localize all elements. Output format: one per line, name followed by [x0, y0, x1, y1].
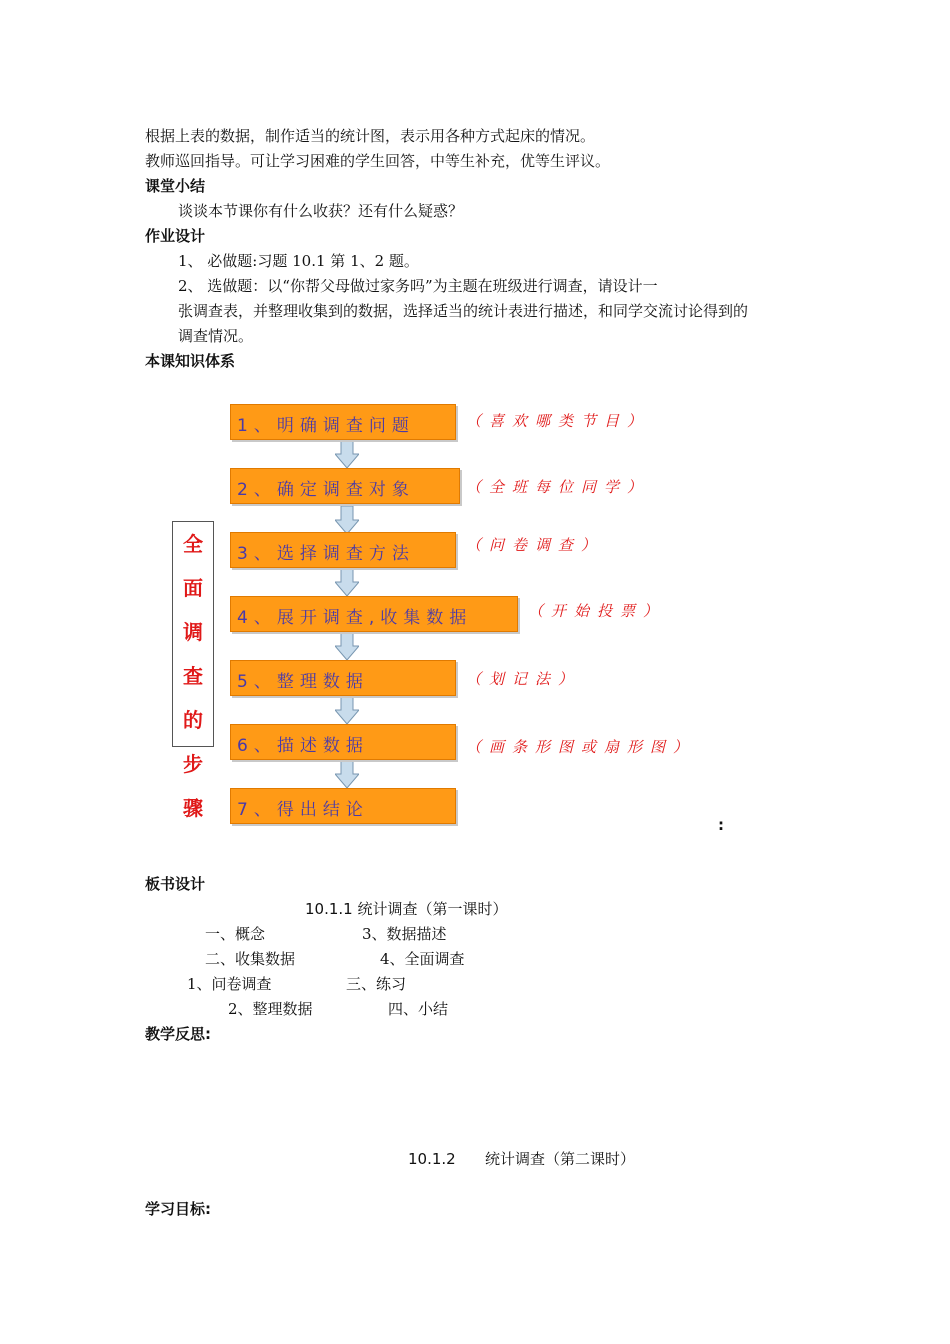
down-arrow-icon: [335, 506, 359, 534]
next-lesson-title: 统计调查（第二课时）: [485, 1150, 636, 1168]
board-item: 三、练习: [346, 975, 407, 993]
step-label: 3、选择调查方法: [237, 544, 415, 564]
next-lesson-number: 10.1.2: [408, 1150, 456, 1168]
side-label-char: 步: [183, 752, 203, 776]
stray-colon: :: [718, 816, 724, 834]
side-label-char: 骤: [183, 796, 203, 820]
down-arrow-icon: [335, 760, 359, 788]
step-label: 7、得出结论: [237, 800, 369, 820]
step-note-1: （喜欢哪类节目）: [466, 412, 651, 430]
knowledge-heading: 本课知识体系: [145, 352, 236, 370]
down-arrow-icon: [335, 568, 359, 596]
board-item: 2、整理数据: [228, 1000, 313, 1018]
step-box-3: [230, 532, 456, 568]
goals-heading: 学习目标:: [145, 1200, 211, 1218]
paragraph-chart-task: 根据上表的数据，制作适当的统计图，表示用各种方式起床的情况。: [145, 127, 596, 145]
step-box-4: [230, 596, 518, 632]
step-note-6: （画条形图或扇形图）: [466, 738, 697, 756]
board-item: 二、收集数据: [205, 950, 296, 968]
board-item: 1、问卷调查: [187, 975, 272, 993]
side-label-char: 的: [183, 708, 203, 732]
step-label: 1、明确调查问题: [237, 416, 415, 436]
step-label: 4、展开调查,收集数据: [237, 608, 473, 628]
side-label-char: 查: [183, 664, 203, 688]
homework-item-2-line3: 调查情况。: [178, 327, 254, 345]
board-item: 一、概念: [205, 925, 266, 943]
step-box-5: [230, 660, 456, 696]
board-item: 4、全面调查: [380, 950, 465, 968]
step-label: 2、确定调查对象: [237, 480, 415, 500]
step-box-7: [230, 788, 456, 824]
step-box-2: [230, 468, 460, 504]
step-label: 5、整理数据: [237, 672, 369, 692]
homework-item-2-line1: 2、 选做题：以“你帮父母做过家务吗”为主题在班级进行调查，请设计一: [178, 277, 658, 295]
step-label: 6、描述数据: [237, 736, 369, 756]
summary-heading: 课堂小结: [145, 177, 206, 195]
summary-text: 谈谈本节课你有什么收获？还有什么疑惑？: [178, 202, 464, 220]
homework-item-1: 1、 必做题:习题 10.1 第 1、2 题。: [178, 252, 419, 270]
step-note-2: （全班每位同学）: [466, 478, 651, 496]
side-label-char: 调: [183, 620, 203, 644]
step-note-5: （划记法）: [466, 670, 582, 688]
step-note-3: （问卷调查）: [466, 536, 605, 554]
step-box-6: [230, 724, 456, 760]
board-item: 四、小结: [388, 1000, 449, 1018]
down-arrow-icon: [335, 440, 359, 468]
down-arrow-icon: [335, 696, 359, 724]
side-label-char: 面: [183, 576, 203, 600]
paragraph-teacher-guide: 教师巡回指导。可让学习困难的学生回答，中等生补充，优等生评议。: [145, 152, 611, 170]
board-title: 10.1.1 统计调查（第一课时）: [305, 900, 508, 918]
step-note-4: （开始投票）: [528, 602, 667, 620]
reflection-heading: 教学反思:: [145, 1025, 211, 1043]
step-box-1: [230, 404, 456, 440]
board-item: 3、数据描述: [362, 925, 447, 943]
homework-item-2-line2: 张调查表，并整理收集到的数据，选择适当的统计表进行描述，和同学交流讨论得到的: [178, 302, 749, 320]
side-label-char: 全: [183, 532, 203, 556]
homework-heading: 作业设计: [145, 227, 206, 245]
board-heading: 板书设计: [145, 875, 206, 893]
down-arrow-icon: [335, 632, 359, 660]
